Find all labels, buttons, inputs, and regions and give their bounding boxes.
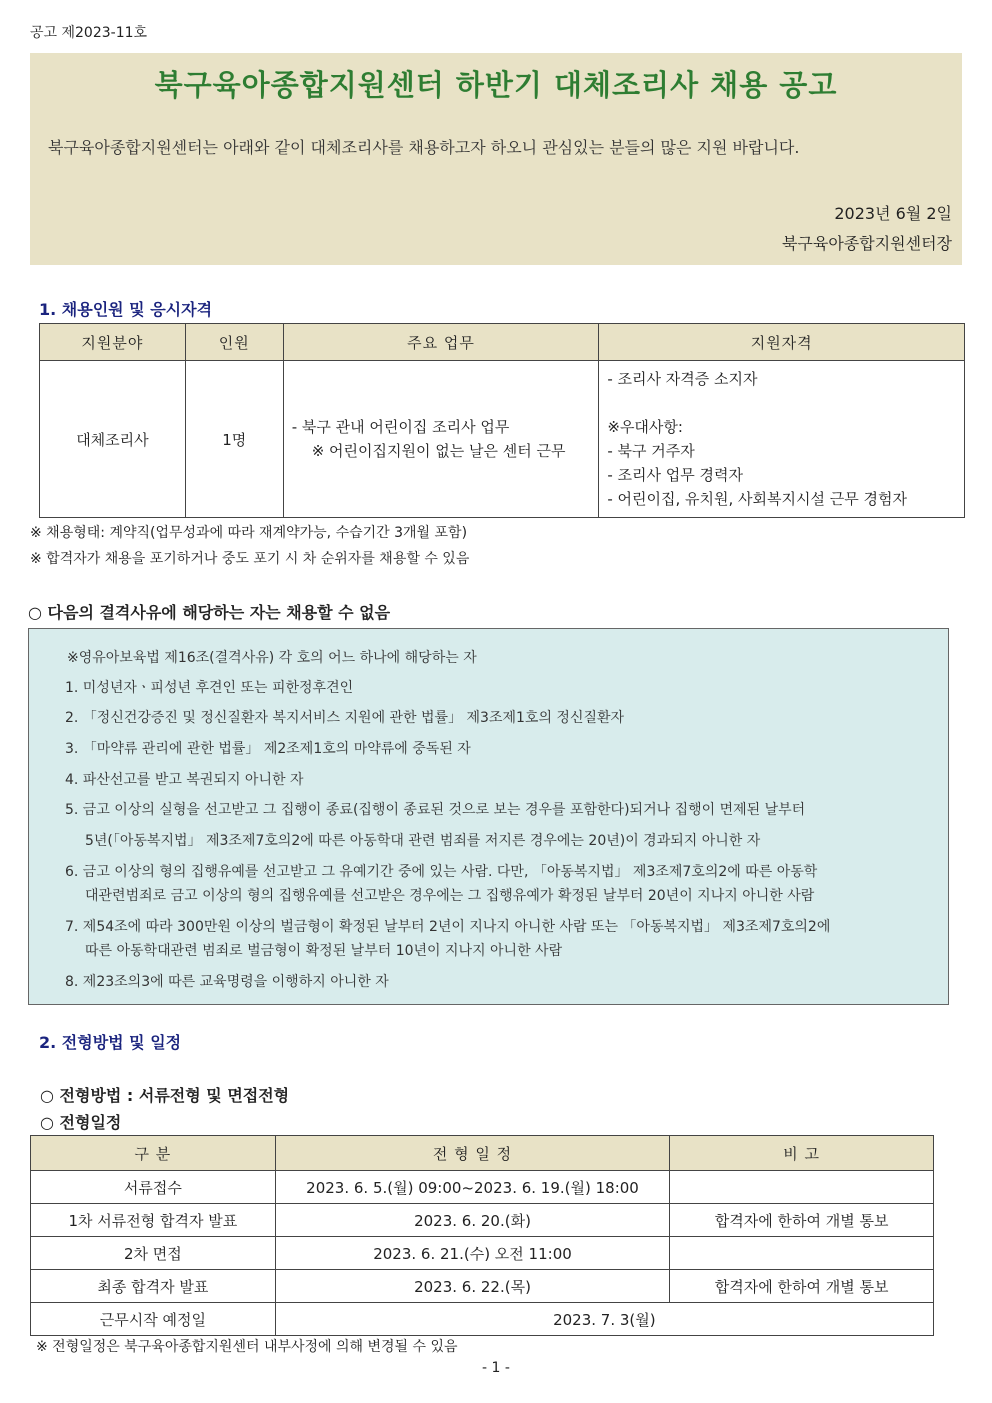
header-note: 비 고 — [670, 1136, 934, 1171]
intro-text: 북구육아종합지원센터는 아래와 같이 대체조리사를 채용하고자 하오니 관심있는 분들의 많은 지원 바랍니다. — [48, 138, 800, 157]
stage-cell: 서류접수 — [31, 1171, 276, 1204]
stage-cell: 최종 합격자 발표 — [31, 1270, 276, 1303]
header-qualification: 지원자격 — [599, 324, 965, 361]
list-item: 8. 제23조의3에 따른 교육명령을 이행하지 아니한 자 — [65, 974, 389, 990]
count-cell: 1명 — [185, 361, 283, 518]
qualification-line: - 조리사 자격증 소지자 — [607, 370, 758, 388]
list-item: 6. 금고 이상의 형의 집행유예를 선고받고 그 유예기간 중에 있는 사람. 다만, 「아동복지법」 제3조제7호의2에 따른 아동학 — [65, 864, 818, 880]
notice-number: 공고 제2023-11호 — [30, 25, 148, 41]
preference-item: - 북구 거주자 — [607, 442, 695, 460]
field-cell: 대체조리사 — [40, 361, 186, 518]
disqualification-heading: ○ 다음의 결격사유에 해당하는 자는 채용할 수 없음 — [28, 603, 391, 622]
notice-date: 2023년 6월 2일 — [834, 204, 952, 223]
list-item: 따른 아동학대관련 범죄로 벌금형이 확정된 날부터 10년이 지나지 아니한 사람 — [85, 943, 563, 959]
table-header-row — [40, 324, 965, 361]
list-item: 7. 제54조에 따라 300만원 이상의 벌금형이 확정된 날부터 2년이 지나지 아니한 사람 또는 「아동복지법」 제3조제7호의2에 — [65, 919, 831, 935]
table-row — [31, 1237, 934, 1270]
preference-title: ※우대사항: — [607, 418, 683, 436]
note-cell: 합격자에 한하여 개별 통보 — [670, 1270, 934, 1303]
date-cell: 2023. 6. 5.(월) 09:00~2023. 6. 19.(월) 18:00 — [275, 1171, 670, 1204]
preference-item: - 어린이집, 유치원, 사회복지시설 근무 경험자 — [607, 490, 907, 508]
preference-item: - 조리사 업무 경력자 — [607, 466, 744, 484]
date-cell: 2023. 6. 20.(화) — [275, 1204, 670, 1237]
schedule-table — [30, 1135, 934, 1336]
selection-method: ○ 전형방법 : 서류전형 및 면접전형 — [40, 1086, 290, 1105]
page-title: 북구육아종합지원센터 하반기 대체조리사 채용 공고 — [154, 68, 838, 102]
header-field: 지원분야 — [40, 324, 186, 361]
employment-type-note: ※ 채용형태: 계약직(업무성과에 따라 재계약가능, 수습기간 3개월 포함) — [30, 525, 468, 541]
header-stage: 구 분 — [31, 1136, 276, 1171]
table-row — [31, 1303, 934, 1336]
list-item: 2. 「정신건강증진 및 정신질환자 복지서비스 지원에 관한 법률」 제3조제1호의 정신질환자 — [65, 710, 625, 726]
qualification-cell — [599, 361, 965, 518]
table-row — [40, 361, 965, 518]
header-date: 전 형 일 정 — [275, 1136, 670, 1171]
table-row — [31, 1270, 934, 1303]
duty-line: - 북구 관내 어린이집 조리사 업무 — [291, 418, 510, 436]
date-cell: 2023. 6. 22.(목) — [275, 1270, 670, 1303]
disqualification-box — [28, 628, 949, 1005]
duties-cell — [283, 361, 599, 518]
table-row — [31, 1204, 934, 1237]
title-banner — [30, 53, 962, 265]
table-header-row — [31, 1136, 934, 1171]
list-item: 5. 금고 이상의 실형을 선고받고 그 집행이 종료(집행이 종료된 것으로 보는 경우를 포함한다)되거나 집행이 면제된 날부터 — [65, 802, 806, 818]
schedule-footnote: ※ 전형일정은 북구육아종합지원센터 내부사정에 의해 변경될 수 있음 — [36, 1339, 458, 1355]
note-cell — [670, 1171, 934, 1204]
forfeit-note: ※ 합격자가 채용을 포기하거나 중도 포기 시 차 순위자를 채용할 수 있음 — [30, 551, 470, 567]
disqualification-intro: ※영유아보육법 제16조(결격사유) 각 호의 어느 하나에 해당하는 자 — [67, 650, 477, 666]
note-cell — [670, 1237, 934, 1270]
list-item: 4. 파산선고를 받고 복권되지 아니한 자 — [65, 772, 304, 788]
recruitment-table — [39, 323, 965, 518]
list-item: 1. 미성년자ㆍ피성년 후견인 또는 피한정후견인 — [65, 680, 354, 696]
section1-heading: 1. 채용인원 및 응시자격 — [39, 300, 213, 319]
section2-heading: 2. 전형방법 및 일정 — [39, 1033, 182, 1052]
page-number: - 1 - — [482, 1360, 510, 1376]
stage-cell: 근무시작 예정일 — [31, 1303, 276, 1336]
header-count: 인원 — [185, 324, 283, 361]
list-item: 3. 「마약류 관리에 관한 법률」 제2조제1호의 마약류에 중독된 자 — [65, 741, 471, 757]
table-row — [31, 1171, 934, 1204]
stage-cell: 2차 면접 — [31, 1237, 276, 1270]
date-cell: 2023. 6. 21.(수) 오전 11:00 — [275, 1237, 670, 1270]
list-item: 5년(「아동복지법」 제3조제7호의2에 따른 아동학대 관련 범죄를 저지른 경우에는 20년)이 경과되지 아니한 자 — [85, 833, 761, 849]
date-cell: 2023. 7. 3(월) — [275, 1303, 933, 1336]
note-cell: 합격자에 한하여 개별 통보 — [670, 1204, 934, 1237]
list-item: 대관련범죄로 금고 이상의 형의 집행유예를 선고받은 경우에는 그 집행유예가 확정된 날부터 20년이 지나지 아니한 사람 — [85, 888, 815, 904]
stage-cell: 1차 서류전형 합격자 발표 — [31, 1204, 276, 1237]
header-duties: 주요 업무 — [283, 324, 599, 361]
issuer: 북구육아종합지원센터장 — [781, 234, 952, 253]
duty-line: ※ 어린이집지원이 없는 날은 센터 근무 — [311, 442, 566, 460]
schedule-heading: ○ 전형일정 — [40, 1113, 122, 1132]
